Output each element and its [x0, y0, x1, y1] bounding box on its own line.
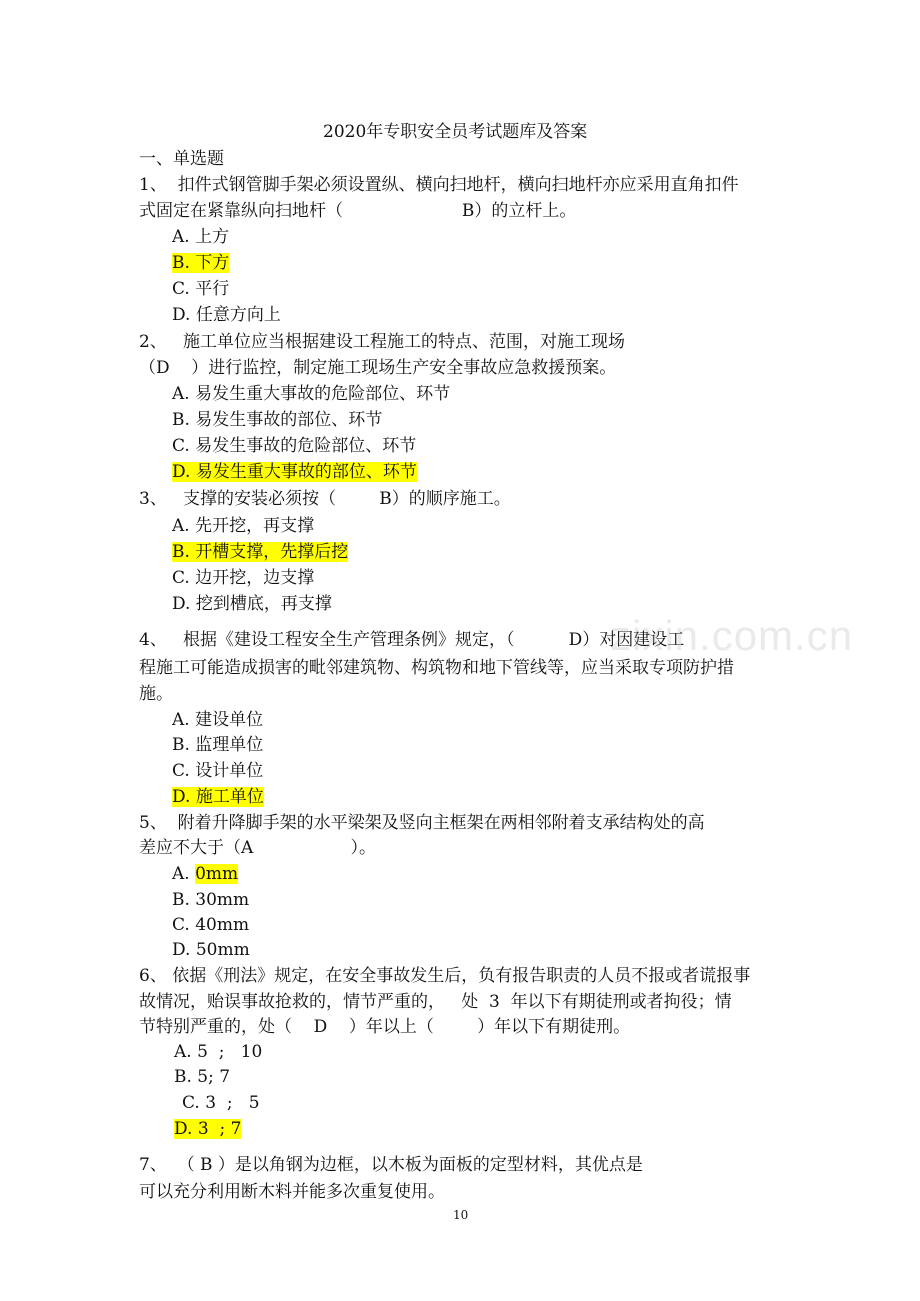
question-4-option-c: C. 设计单位 [172, 761, 264, 781]
question-6-option-d-answer: D. 3 ; 7 [174, 1119, 242, 1139]
question-5-option-a-prefix: A. [172, 864, 196, 884]
question-1-option-b-answer: B. 下方 [172, 253, 230, 273]
question-2-option-c: C. 易发生事故的危险部位、环节 [172, 436, 417, 456]
question-5-option-a-answer: 0mm [195, 864, 239, 884]
question-3-option-b-answer: B. 开槽支撑，先撑后挖 [172, 542, 349, 562]
question-4-option-d-answer: D. 施工单位 [172, 787, 264, 807]
question-4-option-a: A. 建设单位 [172, 710, 264, 730]
question-2-line-1: 2、 施工单位应当根据建设工程施工的特点、范围，对施工现场 [139, 332, 626, 352]
section-heading: 一、单选题 [139, 149, 224, 169]
document-title: 2020年专职安全员考试题库及答案 [323, 122, 588, 142]
question-3-option-c: C. 边开挖，边支撑 [172, 568, 315, 588]
question-6-option-c: C. 3 ; 5 [182, 1093, 260, 1113]
question-2-option-b: B. 易发生事故的部位、环节 [172, 410, 383, 430]
question-4-line-1: 4、 根据《建设工程安全生产管理条例》规定，（ D）对因建设工 [139, 630, 685, 650]
question-7-line-1: 7、 （ B ）是以角钢为边框，以木板为面板的定型材料，其优点是 [139, 1155, 643, 1175]
question-4-line-3: 施。 [139, 684, 173, 704]
question-1-line-1: 1、 扣件式钢管脚手架必须设置纵、横向扫地杆，横向扫地杆亦应采用直角扣件 [139, 175, 739, 195]
question-3-option-d: D. 挖到槽底，再支撑 [172, 594, 332, 614]
watermark: zixin.com.cn [610, 612, 854, 659]
question-6-line-3: 节特别严重的，处（ D ）年以上（ ）年以下有期徒刑。 [139, 1017, 631, 1037]
question-2-option-a: A. 易发生重大事故的危险部位、环节 [172, 384, 451, 404]
question-6-option-b: B. 5; 7 [174, 1067, 231, 1087]
question-5-line-2: 差应不大于（A ）。 [139, 838, 377, 858]
question-2-option-d-answer: D. 易发生重大事故的部位、环节 [172, 462, 417, 482]
question-5-option-c: C. 40mm [172, 915, 250, 935]
question-1-option-a: A. 上方 [172, 227, 230, 247]
question-3-line-1: 3、 支撑的安装必须按（ B）的顺序施工。 [139, 489, 511, 509]
question-4-option-b: B. 监理单位 [172, 735, 264, 755]
question-1-line-2: 式固定在紧靠纵向扫地杆（ B）的立杆上。 [139, 201, 577, 221]
question-2-line-2: （D ）进行监控，制定施工现场生产安全事故应急救援预案。 [139, 358, 617, 378]
question-1-option-d: D. 任意方向上 [172, 305, 281, 325]
question-5-option-d: D. 50mm [172, 940, 250, 960]
question-6-option-a: A. 5 ; 10 [174, 1042, 263, 1062]
question-6-line-2: 故情况，贻误事故抢救的，情节严重的， 处 3 年以下有期徒刑或者拘役；情 [139, 992, 732, 1012]
question-6-line-1: 6、 依据《刑法》规定，在安全事故发生后，负有报告职责的人员不报或者谎报事 [139, 966, 751, 986]
question-5-option-a [172, 863, 238, 885]
page-number: 10 [453, 1208, 469, 1222]
question-4-line-2: 程施工可能造成损害的毗邻建筑物、构筑物和地下管线等，应当采取专项防护措 [139, 658, 734, 678]
question-5-option-b: B. 30mm [172, 890, 250, 910]
question-7-line-2: 可以充分利用断木料并能多次重复使用。 [139, 1182, 445, 1202]
question-3-option-a: A. 先开挖，再支撑 [172, 516, 315, 536]
question-5-line-1: 5、 附着升降脚手架的水平梁架及竖向主框架在两相邻附着支承结构处的高 [139, 813, 705, 833]
question-1-option-c: C. 平行 [172, 279, 230, 299]
